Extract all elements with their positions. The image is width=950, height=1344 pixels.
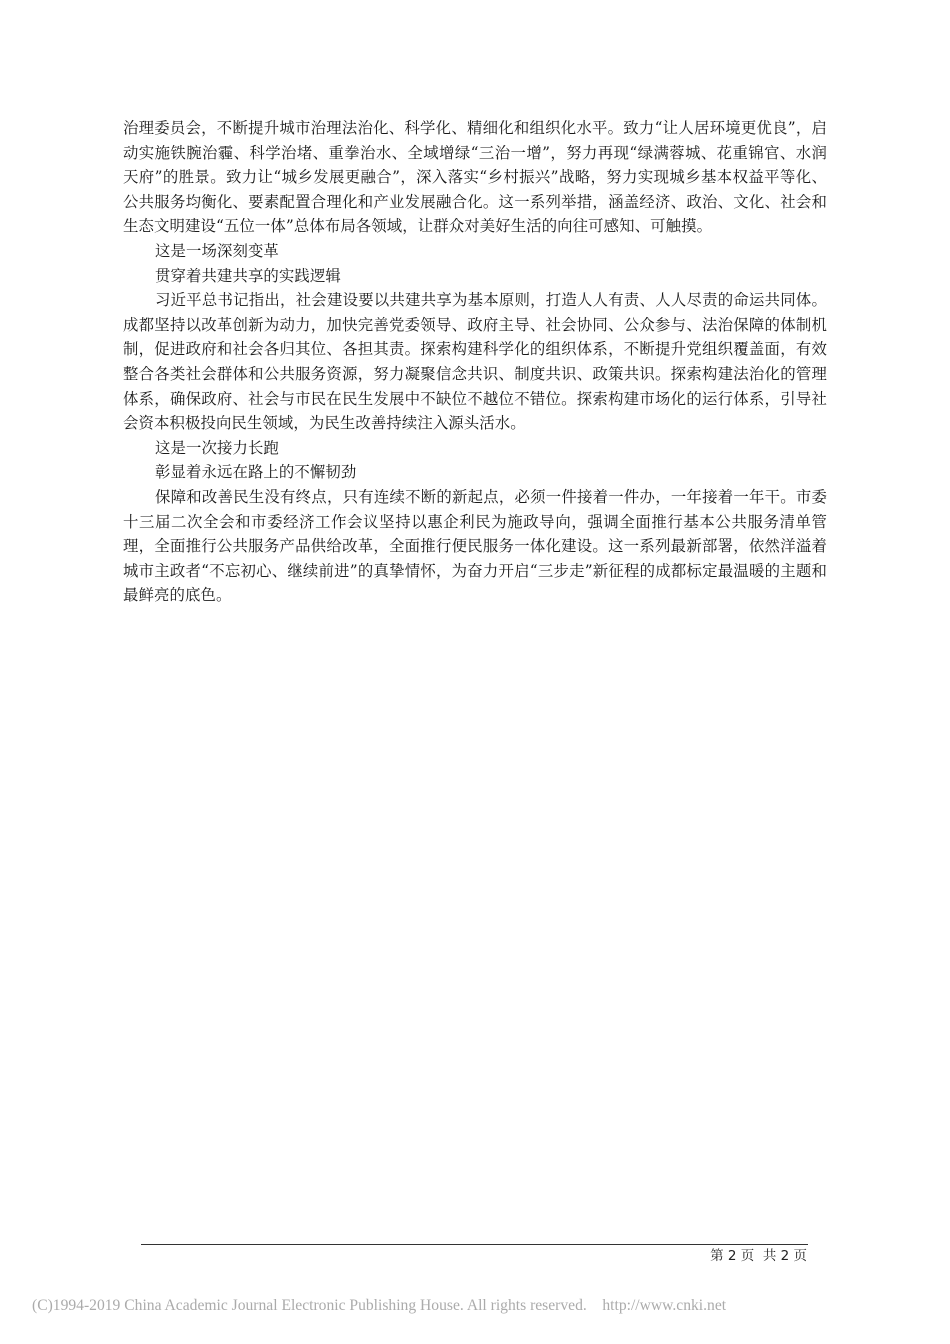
paragraph-livelihood: 保障和改善民生没有终点，只有连续不断的新起点，必须一件接着一件办，一年接着一年干。市委十三届二次全会和市委经济工作会议坚持以惠企利民为施政导向，强调全面推行基本公共服务清单管理，全面推行公共服务产品供给改革，全面推行便民服务一体化建设。这一系列最新部署，依然洋溢着城市主政者“不忘初心、继续前进”的真挚情怀，为奋力开启“三步走”新征程的成都标定最温暖的主题和最鲜亮的底色。 bbox=[123, 487, 827, 605]
copyright-watermark: (C)1994-2019 China Academic Journal Electronic Publishing House. All rights reserved. http://www.cnki.net bbox=[32, 1297, 727, 1314]
paragraph-co-construction: 习近平总书记指出，社会建设要以共建共享为基本原则，打造人人有责、人人尽责的命运共同体。成都坚持以改革创新为动力，加快完善党委领导、政府主导、社会协同、公众参与、法治保障的体制机制，促进政府和社会各归其位、各担其责。探索构建科学化的组织体系，不断提升党组织覆盖面，有效整合各类社会群体和公共服务资源，努力凝聚信念共识、制度共识、政策共识。探索构建法治化的管理体系，确保政府、社会与市民在民生发展中不缺位不越位不错位。探索构建市场化的运行体系，引导社会资本积极投向民生领域，为民生改善持续注入源头活水。 bbox=[123, 291, 827, 433]
subheading-profound-reform: 这是一场深刻变革 bbox=[155, 241, 279, 260]
paragraph-continuation: 治理委员会，不断提升城市治理法治化、科学化、精细化和组织化水平。致力“让人居环境更优良”，启动实施铁腕治霾、科学治堵、重拳治水、全域增绿“三治一增”，努力再现“绿满蓉城、花重锦官、水润天府”的胜景。致力让“城乡发展更融合”，深入落实“乡村振兴”战略，努力实现城乡基本权益平等化、公共服务均衡化、要素配置合理化和产业发展融合化。这一系列举措，涵盖经济、政治、文化、社会和生态文明建设“五位一体”总体布局各领域，让群众对美好生活的向往可感知、可触摸。 bbox=[123, 119, 827, 236]
footer-divider bbox=[141, 1244, 808, 1245]
subheading-perseverance: 彰显着永远在路上的不懈韧劲 bbox=[155, 463, 357, 482]
subheading-relay-race: 这是一次接力长跑 bbox=[155, 438, 279, 457]
article-body bbox=[123, 116, 827, 608]
page-number: 第 2 页 共 2 页 bbox=[710, 1248, 807, 1264]
subheading-practice-logic: 贯穿着共建共享的实践逻辑 bbox=[155, 266, 341, 285]
